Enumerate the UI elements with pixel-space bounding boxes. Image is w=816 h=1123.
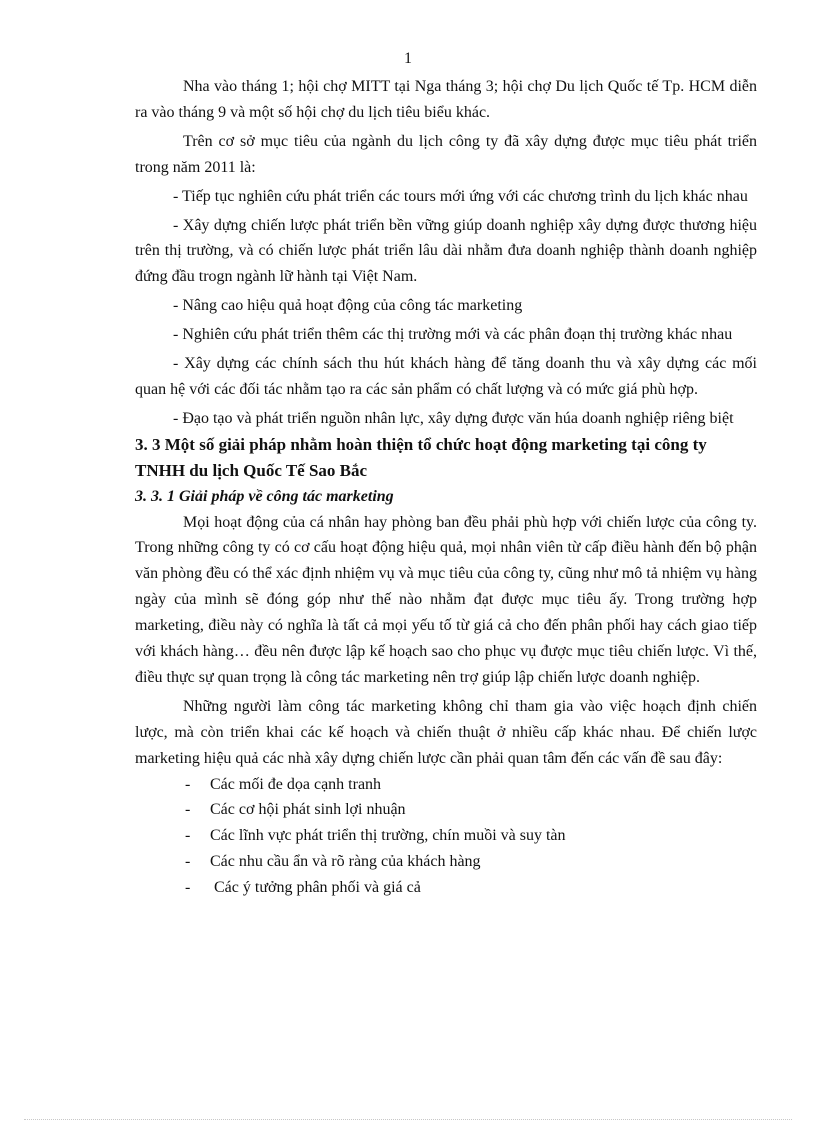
issue-item — [135, 849, 757, 875]
issue-text: Các mối đe dọa cạnh tranh — [210, 775, 382, 793]
issues-list — [135, 772, 757, 901]
goal-item: - Xây dựng chiến lược phát triển bền vững giúp doanh nghiệp xây dựng được thương hiệu trên thị trường, và có chiến lược phát triển lâu dài nhằm đưa doanh nghiệp thành doanh nghiệp đứng đầu trogn ngành lữ hành tại Việt Nam. — [135, 216, 757, 286]
goal-item: - Nâng cao hiệu quả hoạt động của công tác marketing — [173, 297, 523, 315]
subsection-heading: 3. 3. 1 Giải pháp về công tác marketing — [135, 487, 394, 505]
issue-text: Các lĩnh vực phát triển thị trường, chín muồi và suy tàn — [210, 827, 566, 845]
list-dash: - — [185, 801, 191, 819]
goal-item: - Đạo tạo và phát triển nguồn nhân lực, xây dựng được văn húa doanh nghiệp riêng biệt — [173, 409, 734, 427]
list-dash: - — [185, 879, 191, 897]
goals-list — [135, 184, 757, 432]
issue-item — [135, 875, 757, 901]
issue-item — [135, 823, 757, 849]
intro-paragraph-fairs: Nha vào tháng 1; hội chợ MITT tại Nga tháng 3; hội chợ Du lịch Quốc tế Tp. HCM diễn ra vào tháng 9 và một số hội chợ du lịch tiêu biểu khác. — [135, 78, 757, 121]
goal-item: - Nghiên cứu phát triển thêm các thị trường mới và các phân đoạn thị trường khác nhau — [173, 326, 733, 344]
body-paragraph: Mọi hoạt động của cá nhân hay phòng ban đều phải phù hợp với chiến lược của công ty. Trong những công ty có cơ cấu hoạt động hiệu quả, mọi nhân viên từ cấp điều hành đến bộ phận văn phòng đều có thể xác định nhiệm vụ và mục tiêu của công ty, cũng như mô tả nhiệm vụ hàng ngày của mình sẽ đóng góp như thế nào nhằm đạt được mục tiêu ấy. Trong trường hợp marketing, điều này có nghĩa là tất cả mọi yếu tố từ giá cả cho đến phân phối hay cách giao tiếp với khách hàng… đều nên được lập kế hoạch sao cho phục vụ được mục tiêu chiến lược. Vì thế, điều thực sự quan trọng là công tác marketing nên trợ giúp lập chiến lược doanh nghiệp. — [135, 513, 757, 686]
goal-item: - Tiếp tục nghiên cứu phát triển các tours mới ứng với các chương trình du lịch khác nhau — [173, 187, 748, 205]
list-dash: - — [185, 853, 191, 871]
page-content — [135, 74, 757, 901]
section-heading: 3. 3 Một số giải pháp nhằm hoàn thiện tổ chức hoạt động marketing tại công ty TNHH du lịch Quốc Tế Sao Bắc — [135, 434, 707, 480]
list-dash: - — [185, 775, 191, 793]
intro-paragraph-goals: Trên cơ sở mục tiêu của ngành du lịch công ty đã xây dựng được mục tiêu phát triển trong năm 2011 là: — [135, 132, 757, 176]
issue-text: Các nhu cầu ẩn và rõ ràng của khách hàng — [210, 853, 481, 871]
body-paragraph: Những người làm công tác marketing không chỉ tham gia vào việc hoạch định chiến lược, mà còn triển khai các kế hoạch và chiến thuật ở nhiều cấp khác nhau. Để chiến lược marketing hiệu quả các nhà xây dựng chiến lược cần phải quan tâm đến các vấn đề sau đây: — [135, 697, 757, 767]
issue-item — [135, 772, 757, 798]
issue-item — [135, 797, 757, 823]
page-number: 1 — [404, 50, 412, 67]
issue-text: Các cơ hội phát sinh lợi nhuận — [210, 801, 406, 819]
page-bottom-rule — [24, 1119, 792, 1120]
goal-item: - Xây dựng các chính sách thu hút khách hàng để tăng doanh thu và xây dựng các mối quan hệ với các đối tác nhằm tạo ra các sản phẩm có chất lượng và có mức giá phù hợp. — [135, 355, 757, 398]
issue-text: Các ý tưởng phân phối và giá cả — [210, 879, 421, 897]
list-dash: - — [185, 827, 191, 845]
